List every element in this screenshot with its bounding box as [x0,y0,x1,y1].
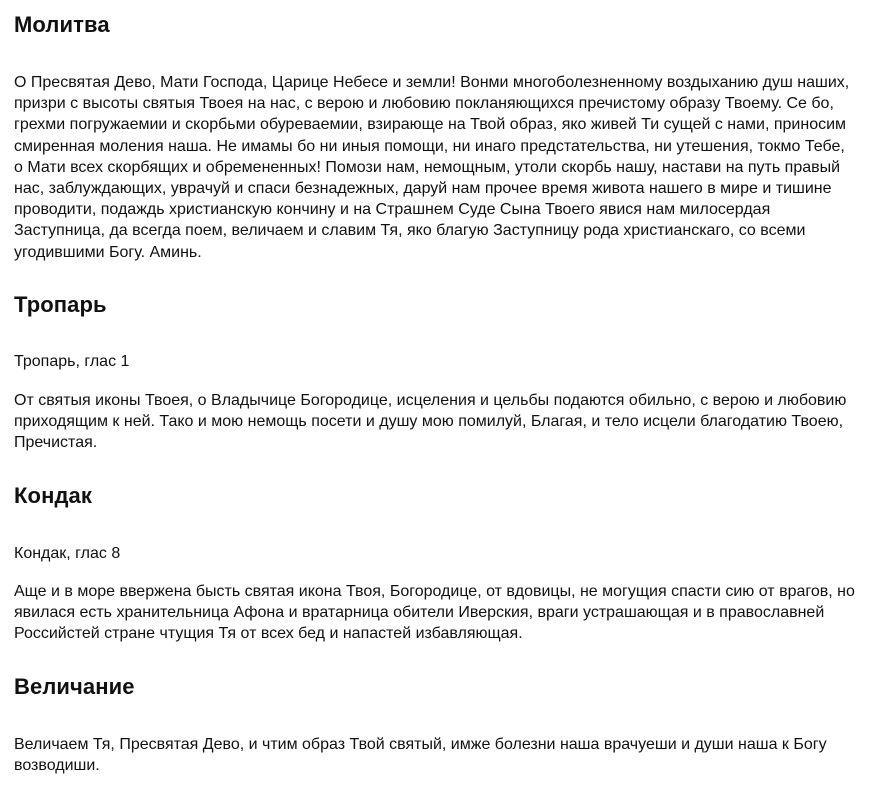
section-text-molitva: О Пресвятая Дево, Мати Господа, Царице Небесе и земли! Вонми многоболезненному воздыханию душ наших, призри с высоты святыя Твоея на нас, с верою и любовию покланяющихся пречистому образу Твоему. Се бо, грехми погружаемии и скорбьми обуреваемии, взирающе на Твой образ, яко живей Ти сущей с нами, приносим смиренная моления наша. Не имамы бо ни иныя помощи, ни инаго предстательства, ни утешения, токмо Тебе, о Мати всех скорбящих и обремененных! Помози нам, немощным, утоли скорбь нашу, настави на путь правый нас, заблуждающих, уврачуй и спаси безнадежных, даруй нам прочее время живота нашего в мире и тишине проводити, подаждь христианскую кончину и на Страшнем Суде Сына Твоего явися нам милосердая Заступница, да всегда поем, величаем и славим Тя, яко благую Заступницу рода христианскаго, со всеми угодившими Богу. Аминь. [14,74,850,261]
section-subtitle-tropar: Тропарь, глас 1 [14,353,130,370]
section-text-kondak: Аще и в море ввержена бысть святая икона Твоя, Богородице, от вдовицы, не могущия спасти сию от врагов, но явилася есть хранительница Афона и вратарница обители Иверския, враги устрашающая и в православней Российстей стране чтущия Тя от всех бед и напастей избавляющая. [14,583,855,643]
section-title-kondak: Кондак [14,483,92,508]
section-text-tropar: От святыя иконы Твоея, о Владычице Богородице, исцеления и цельбы подаются обильно, с верою и любовию приходящим к ней. Тако и мою немощь посети и душу мою помилуй, Благая, и тело исцели благодатию Твоею, Пречистая. [14,392,847,452]
section-text-velichanie: Величаем Тя, Пресвятая Дево, и чтим образ Твой святый, имже болезни наша врачуеши и души наша к Богу возводиши. [14,736,827,775]
section-subtitle-kondak: Кондак, глас 8 [14,545,121,562]
section-title-molitva: Молитва [14,12,110,37]
section-title-velichanie: Величание [14,674,135,699]
section-title-tropar: Тропарь [14,292,107,317]
